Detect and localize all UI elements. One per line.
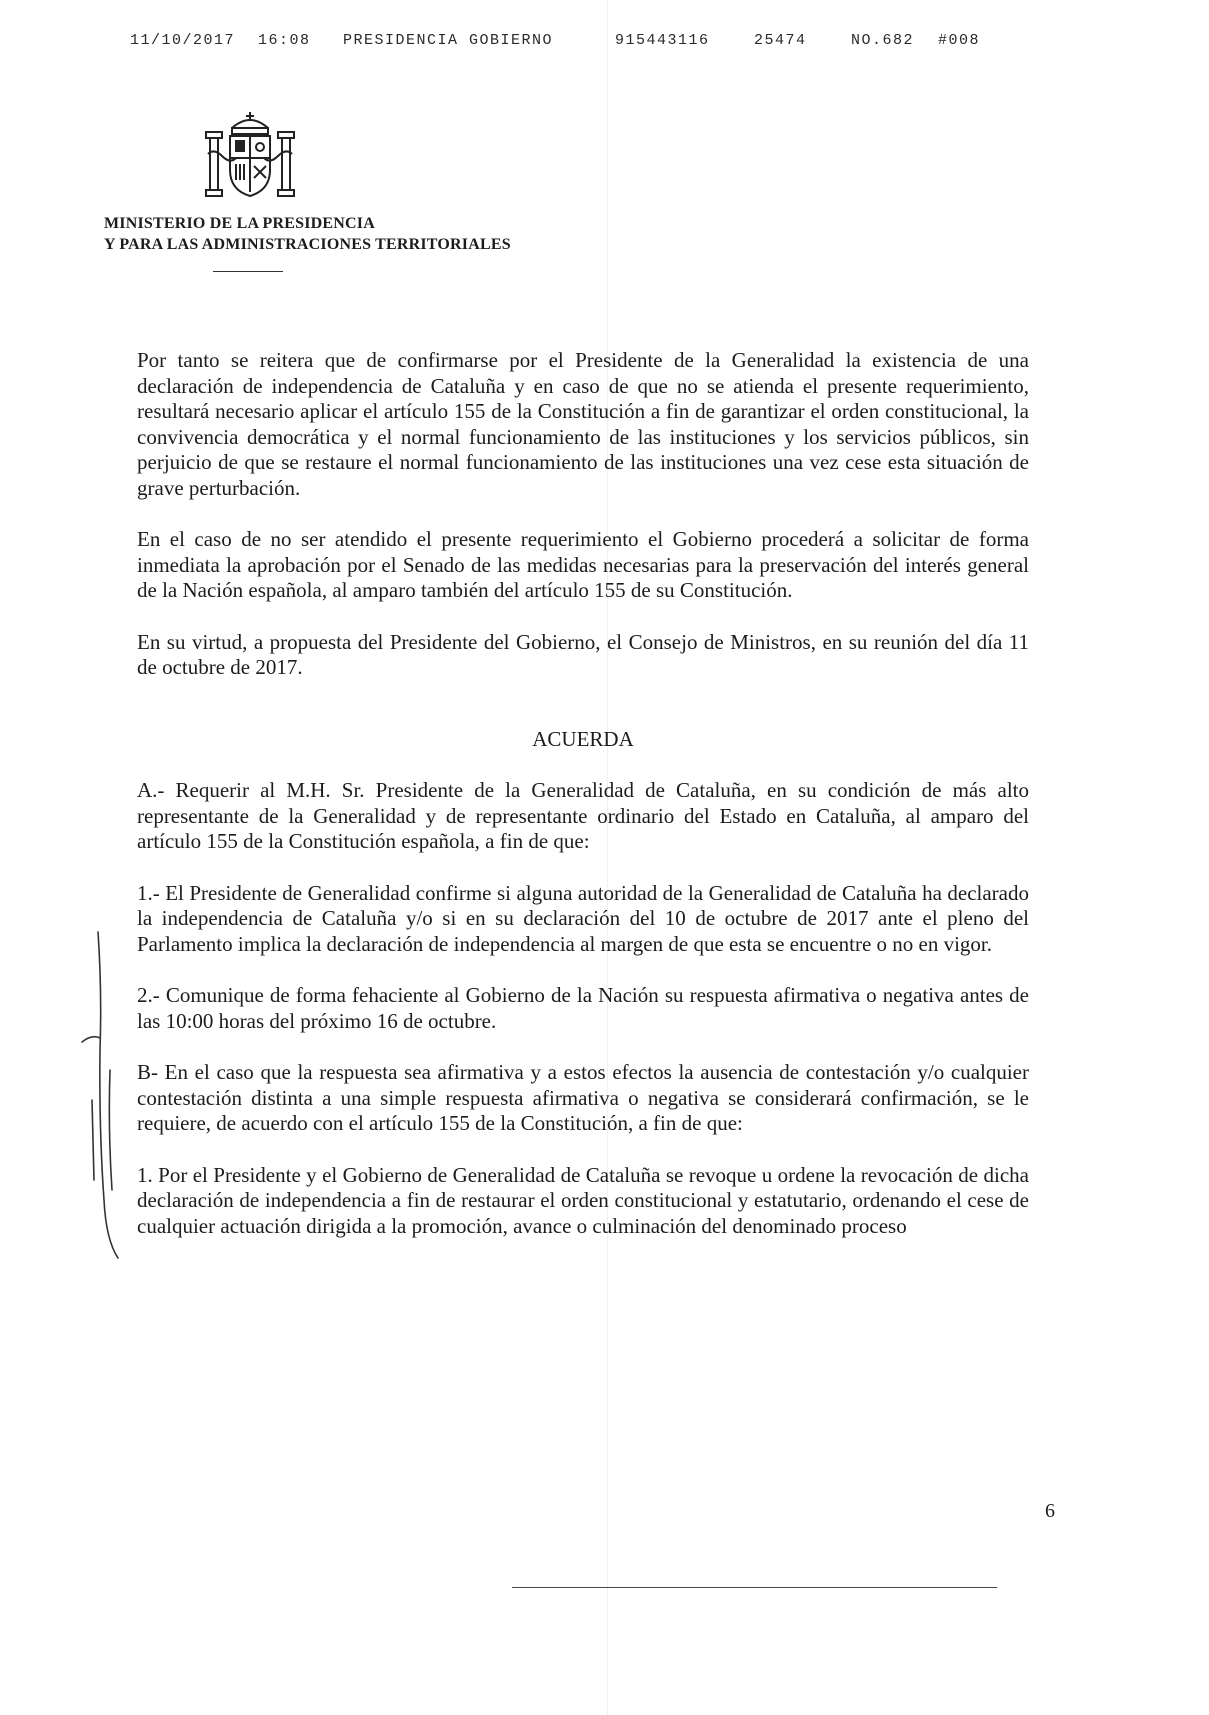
ministry-name-line1: MINISTERIO DE LA PRESIDENCIA — [104, 215, 375, 232]
ministry-letterhead — [104, 213, 511, 255]
fax-page-number: #008 — [938, 32, 981, 49]
fax-date: 11/10/2017 — [130, 32, 236, 49]
fax-document-number: NO.682 — [851, 32, 915, 49]
resolution-heading: ACUERDA — [532, 726, 634, 751]
letterhead-divider — [213, 271, 283, 272]
section-b: B- En el caso que la respuesta sea afirmativa y a estos efectos la ausencia de contestación y/o cualquier contestación distinta a una simple respuesta afirmativa o negativa se considerará confirmación, se le requiere, de acuerdo con el artículo 155 de la Constitución, a fin de que: — [137, 1060, 1029, 1135]
fax-job-number: 25474 — [754, 32, 807, 49]
spain-coat-of-arms-icon — [200, 108, 300, 208]
paragraph-council-meeting: En su virtud, a propuesta del Presidente del Gobierno, el Consejo de Ministros, en su reunión del día 11 de octubre de 2017. — [137, 629, 1029, 679]
fax-sender: PRESIDENCIA GOBIERNO — [343, 32, 554, 49]
ministry-name-line2: Y PARA LAS ADMINISTRACIONES TERRITORIALES — [104, 236, 511, 253]
fax-time: 16:08 — [258, 32, 311, 49]
page-number: 6 — [1045, 1500, 1055, 1522]
paragraph-reiteration: Por tanto se reitera que de confirmarse por el Presidente de la Generalidad la existencia de una declaración de independencia de Cataluña y en caso de que no se atienda el presente requerimiento, resultará necesario aplicar el artículo 155 de la Constitución a fin de garantizar el orden constitucional, la convivencia democrática y el normal funcionamiento de las instituciones y los servicios públicos, sin perjuicio de que se restaure el normal funcionamiento de las instituciones una vez cese esta situación de grave perturbación. — [137, 348, 1029, 500]
footer-rule — [512, 1587, 997, 1588]
section-a-item-2: 2.- Comunique de forma fehaciente al Gobierno de la Nación su respuesta afirmativa o negativa antes de las 10:00 horas del próximo 16 de octubre. — [137, 983, 1029, 1033]
section-a: A.- Requerir al M.H. Sr. Presidente de la Generalidad de Cataluña, en su condición de más alto representante de la Generalidad y de representante ordinario del Estado en Cataluña, al amparo del artículo 155 de la Constitución española, a fin de que: — [137, 778, 1029, 853]
fax-phone: 915443116 — [615, 32, 710, 49]
section-b-item-1: 1. Por el Presidente y el Gobierno de Generalidad de Cataluña se revoque u ordene la revocación de dicha declaración de independencia a fin de restaurar el orden constitucional y estatutario, ordenando el cese de cualquier actuación dirigida a la promoción, avance o culminación del denominado proceso — [137, 1162, 1029, 1238]
section-a-item-1: 1.- El Presidente de Generalidad confirme si alguna autoridad de la Generalidad de Cataluña ha declarado la independencia de Cataluña y/o si en su declaración del 10 de octubre de 2017 ante el pleno del Parlamento implica la declaración de independencia al margen de que esta se encuentre o no en vigor. — [137, 880, 1029, 956]
fax-transmission-header — [130, 32, 981, 168]
handwritten-margin-mark-icon — [80, 930, 140, 1290]
paragraph-senate-measures: En el caso de no ser atendido el presente requerimiento el Gobierno procederá a solicitar de forma inmediata la aprobación por el Senado de las medidas necesarias para la preservación del interés general de la Nación española, al amparo también del artículo 155 de su Constitución. — [137, 527, 1029, 602]
document-body — [137, 348, 1029, 1265]
